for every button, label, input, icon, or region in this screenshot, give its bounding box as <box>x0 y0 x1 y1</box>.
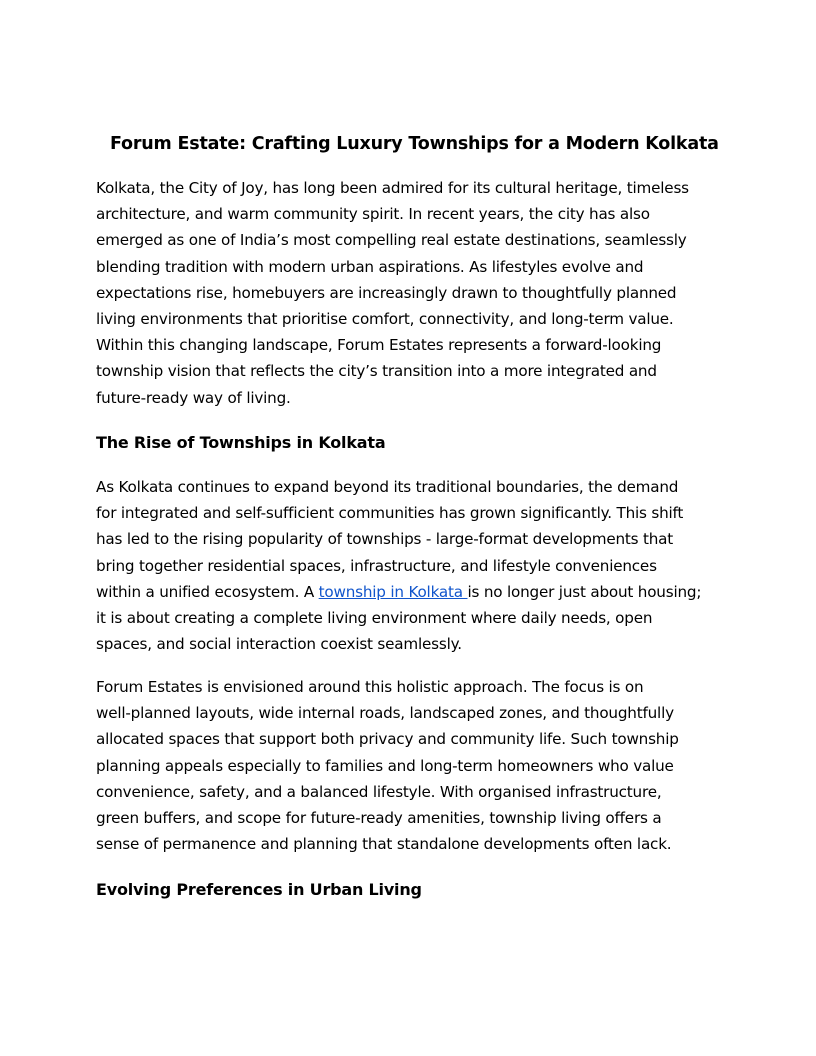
townships-paragraph-1 <box>96 474 736 657</box>
text-line: green buffers, and scope for future-ready amenities, township living offers a <box>96 809 662 828</box>
text-line: Kolkata, the City of Joy, has long been admired for its cultural heritage, timeless <box>96 179 689 197</box>
text-line: expectations rise, homebuyers are increasingly drawn to thoughtfully planned <box>96 283 677 302</box>
text-line: sense of permanence and planning that standalone developments often lack. <box>96 835 672 854</box>
text-line: has led to the rising popularity of townships - large-format developments that <box>96 530 674 549</box>
text-line: As Kolkata continues to expand beyond its traditional boundaries, the demand <box>96 478 679 496</box>
text-line: Forum Estates is envisioned around this holistic approach. The focus is on <box>96 678 644 696</box>
text-line: it is about creating a complete living environment where daily needs, open <box>96 609 653 628</box>
link-line-before-text: within a unified ecosystem. A <box>96 582 319 601</box>
section-heading-rise-of-townships: The Rise of Townships in Kolkata <box>96 433 386 452</box>
text-line: well-planned layouts, wide internal roads, landscaped zones, and thoughtfully <box>96 704 674 723</box>
text-line: emerged as one of India’s most compelling real estate destinations, seamlessly <box>96 231 687 250</box>
text-line: spaces, and social interaction coexist seamlessly. <box>96 635 462 654</box>
text-line: for integrated and self-sufficient communities has grown significantly. This shift <box>96 504 684 523</box>
text-line: allocated spaces that support both privacy and community life. Such township <box>96 730 679 749</box>
section-heading-evolving-preferences: Evolving Preferences in Urban Living <box>96 880 422 899</box>
text-line: Within this changing landscape, Forum Estates represents a forward-looking <box>96 336 662 355</box>
intro-paragraph <box>96 175 736 411</box>
text-line: bring together residential spaces, infrastructure, and lifestyle conveniences <box>96 556 657 575</box>
text-line: future-ready way of living. <box>96 388 291 407</box>
text-line: convenience, safety, and a balanced lifestyle. With organised infrastructure, <box>96 782 662 801</box>
township-in-kolkata-link[interactable]: township in Kolkata <box>318 582 468 601</box>
text-line: architecture, and warm community spirit. In recent years, the city has also <box>96 205 650 224</box>
text-line: planning appeals especially to families and long-term homeowners who value <box>96 756 674 775</box>
document-title: Forum Estate: Crafting Luxury Townships for a Modern Kolkata <box>110 134 719 154</box>
text-line: living environments that prioritise comfort, connectivity, and long-term value. <box>96 310 674 329</box>
link-line-after-text: is no longer just about housing; <box>467 582 702 601</box>
townships-paragraph-2 <box>96 674 736 857</box>
text-line-with-link <box>96 579 736 605</box>
text-line: township vision that reflects the city’s transition into a more integrated and <box>96 362 657 381</box>
text-line: blending tradition with modern urban aspirations. As lifestyles evolve and <box>96 257 644 276</box>
